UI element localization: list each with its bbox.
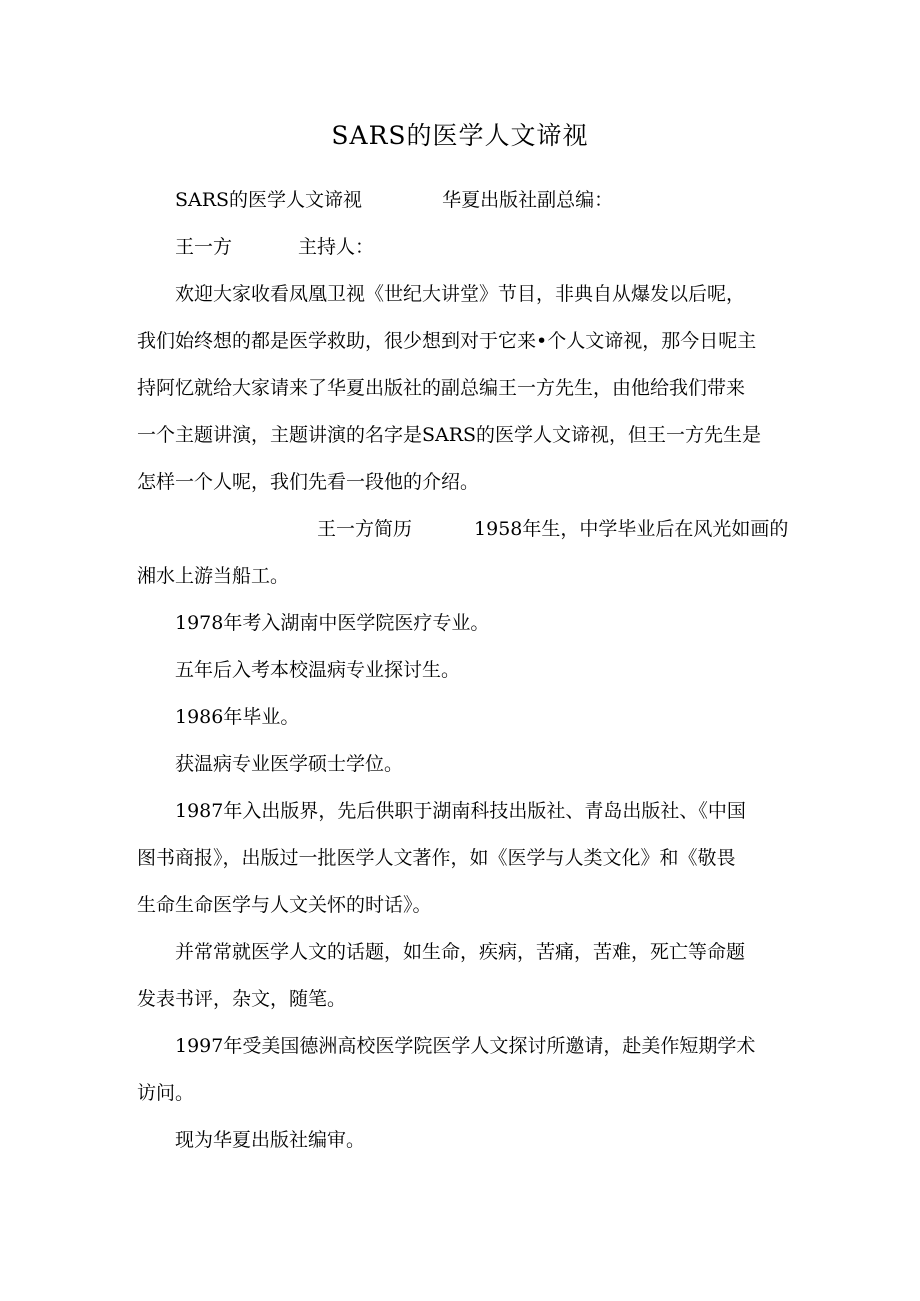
bio-item: [137, 1023, 797, 1117]
document-title: SARS的医学人文谛视: [331, 121, 589, 150]
bio-item: [137, 929, 797, 1023]
speaker-role: 主持人：: [298, 236, 375, 258]
bio-line: 1978年考入湖南中医学院医疗专业。: [175, 612, 490, 634]
bio-item: [137, 600, 797, 647]
bio-line: 并常常就医学人文的话题，如生命，疾病，苦痛，苦难，死亡等命题: [175, 941, 746, 963]
bio-item: [137, 1117, 797, 1164]
bio-line: 图书商报》，出版过一批医学人文著作，如《医学与人类文化》和《敬畏: [137, 847, 736, 869]
bio-item: [137, 647, 797, 694]
bio-line: 发表书评，杂文，随笔。: [137, 988, 347, 1010]
bio-line: 获温病专业医学硕士学位。: [175, 753, 404, 775]
header-line: [137, 177, 797, 224]
intro-line: 一个主题讲演，主题讲演的名字是SARS的医学人文谛视，但王一方先生是: [137, 424, 762, 446]
header-line-left: SARS的医学人文谛视: [175, 189, 363, 211]
bio-item: [137, 788, 797, 929]
bio-line: 生命生命医学与人文关怀的时话》。: [137, 894, 432, 916]
intro-line: 怎样一个人呢，我们先看一段他的介绍。: [137, 471, 480, 493]
resume-label: 王一方简历: [317, 518, 413, 540]
resume-text: 1958年生，中学毕业后在风光如画的: [474, 518, 789, 540]
bio-item: [137, 741, 797, 788]
header-line-right: 华夏出版社副总编：: [442, 189, 614, 211]
bio-line: 1997年受美国德洲高校医学院医学人文探讨所邀请，赴美作短期学术: [175, 1035, 756, 1057]
bio-line: 访问。: [137, 1082, 195, 1104]
resume-paragraph: [137, 506, 797, 600]
bio-line: 1986年毕业。: [175, 706, 300, 728]
document-body: [137, 177, 797, 1164]
bio-item: [137, 694, 797, 741]
intro-line: 欢迎大家收看凤凰卫视《世纪大讲堂》节目，非典自从爆发以后呢，: [175, 283, 746, 305]
bio-line: 五年后入考本校温病专业探讨生。: [175, 659, 461, 681]
speaker-line: [137, 224, 797, 271]
intro-line: 持阿忆就给大家请来了华夏出版社的副总编王一方先生，由他给我们带来: [137, 377, 746, 399]
intro-line: 我们始终想的都是医学救助，很少想到对于它来•个人文谛视，那今日呢主: [137, 330, 757, 352]
bio-line: 1987年入出版界，先后供职于湖南科技出版社、青岛出版社、《中国: [175, 800, 746, 822]
intro-paragraph: [137, 271, 797, 506]
bio-line: 现为华夏出版社编审。: [175, 1129, 366, 1151]
speaker-name: 王一方: [175, 236, 233, 258]
resume-text-continued: 湘水上游当船工。: [137, 565, 290, 587]
